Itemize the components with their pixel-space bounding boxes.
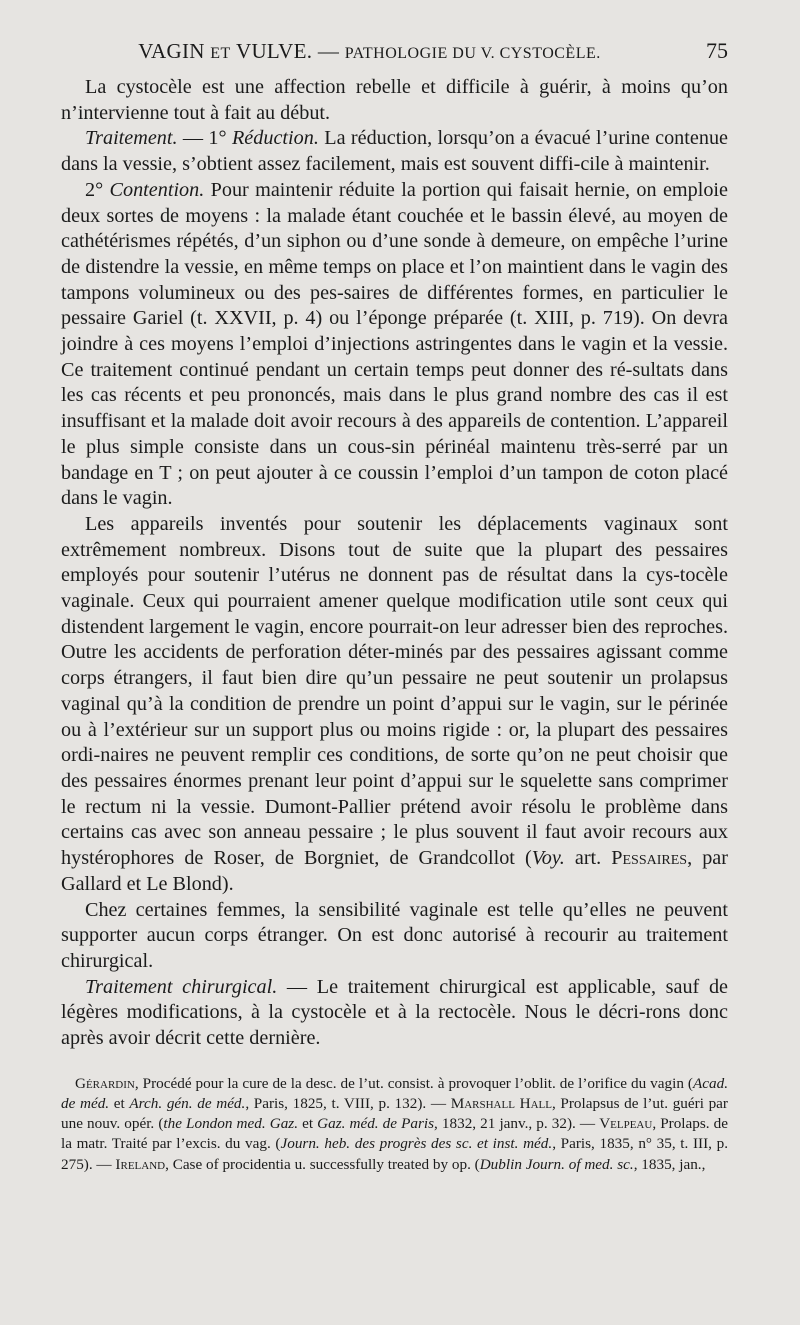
note-text-8: , Paris, 1835, n° 35, t. III, p. 275). — bbox=[61, 1135, 728, 1173]
heading-traitement: Traitement. bbox=[85, 127, 178, 150]
main-text bbox=[61, 75, 728, 1052]
bibliography-paragraph bbox=[61, 1074, 728, 1175]
paragraph-traitement-chirurgical-text: — Le traitement chirurgical est applicable, sauf de légères modifications, à la cystocèle et à la rectocèle. Nous le décri-rons donc après avoir décrit cette dernière. bbox=[61, 975, 728, 1050]
paragraph-traitement-sep: — 1° bbox=[177, 127, 227, 150]
header-title-main: VAGIN bbox=[138, 39, 205, 63]
paragraph-appareils-end: , par Gallard et Le Blond). bbox=[61, 847, 728, 895]
header-title-et: ET bbox=[210, 45, 231, 62]
heading-reduction: Réduction. bbox=[231, 127, 319, 150]
heading-contention: Contention. bbox=[109, 178, 205, 201]
note-text-10: , 1835, jan., bbox=[633, 1155, 706, 1173]
paragraph-intro: La cystocèle est une affection rebelle et difficile à guérir, à moins qu’on n’intervienne tout à fait au début. bbox=[61, 76, 728, 124]
author-marshall-hall: Marshall Hall bbox=[450, 1094, 552, 1112]
journal-journ-heb: Journ. heb. des progrès des sc. et inst. méd. bbox=[280, 1135, 553, 1153]
note-text-1: , Procédé pour la cure de la desc. de l’ut. consist. à provoquer l’oblit. de l’orifice du vagin ( bbox=[134, 1074, 693, 1092]
journal-acad-med: Acad. de méd. bbox=[61, 1074, 728, 1112]
journal-london-med-gaz: the London med. Gaz. bbox=[163, 1115, 298, 1133]
paragraph-sensibilite: Chez certaines femmes, la sensibilité vaginale est telle qu’elles ne peuvent supporter aucun corps étranger. On est donc autorisé à recourir au traitement chirurgical. bbox=[61, 898, 728, 972]
author-ireland: Ireland bbox=[115, 1155, 166, 1173]
paragraph-contention bbox=[61, 178, 728, 512]
paragraph-appareils bbox=[61, 512, 728, 898]
author-gerardin: Gérardin bbox=[75, 1074, 135, 1092]
art-ref: art. bbox=[564, 847, 612, 870]
contention-number: 2° bbox=[85, 178, 104, 201]
paragraph-traitement bbox=[61, 126, 728, 177]
page-number: 75 bbox=[706, 38, 728, 63]
note-text-9: , Case of procidentia u. successfully treated by op. ( bbox=[165, 1155, 480, 1173]
header-title-vulve: VULVE. — bbox=[236, 39, 340, 63]
note-text-3: , Paris, 1825, t. VIII, p. 132). — bbox=[245, 1094, 451, 1112]
heading-traitement-chirurgical: Traitement chirurgical. bbox=[85, 975, 278, 998]
author-velpeau: Velpeau bbox=[599, 1115, 653, 1133]
note-text-4: , Prolapsus de l’ut. guéri par une nouv. opér. ( bbox=[61, 1094, 728, 1133]
header-title bbox=[61, 38, 678, 67]
journal-dublin-journ: Dublin Journ. of med. sc. bbox=[479, 1155, 634, 1173]
note-text-6: , 1832, 21 janv., p. 32). — bbox=[434, 1115, 600, 1133]
pessaires-ref: Pessaires bbox=[611, 847, 688, 870]
paragraph-traitement-text: La réduction, lorsqu’on a évacué l’urine contenue dans la vessie, s’obtient assez facilement, mais est souvent diffi-cile à maintenir. bbox=[61, 127, 728, 176]
note-text-7: , Prolaps. de la matr. Traité par l’excis. du vag. ( bbox=[61, 1115, 728, 1153]
header-title-section: PATHOLOGIE DU V. CYSTOCÈLE. bbox=[344, 45, 601, 62]
running-header bbox=[61, 38, 728, 67]
journal-gaz-med-paris: Gaz. méd. de Paris bbox=[317, 1115, 435, 1133]
note-text-2: et bbox=[109, 1094, 130, 1112]
journal-arch-gen-med: Arch. gén. de méd. bbox=[129, 1094, 246, 1112]
note-text-5: et bbox=[298, 1115, 318, 1133]
paragraph-traitement-chirurgical bbox=[61, 975, 728, 1052]
voy-ref: Voy. bbox=[531, 847, 565, 870]
bibliography-notes bbox=[61, 1074, 728, 1175]
paragraph-contention-text: Pour maintenir réduite la portion qui faisait hernie, on emploie deux sortes de moyens : la malade étant couchée et le bassin élevé, au moyen de cathétérismes répétés, d’un siphon ou d’une sonde à demeure, on empêche l’urine de distendre la vessie, en même temps on place et l’on maintient dans le vagin des tampons volumineux ou des pes-saires de différentes formes, en particulier le pessaire Gariel (t. XXVII, p. 4) ou l’éponge préparée (t. XIII, p. 719). On devra joindre à ces moyens l’emploi d’injections astringentes dans le vagin et la vessie. Ce traitement continué pendant un certain temps peut donner des ré-sultats dans les cas récents et peu prononcés, mais dans le plus grand nombre des cas il est insuffisant et la malade doit avoir recours à des appareils de contention. L’appareil le plus simple consiste dans un cous-sin périnéal maintenu très-serré par un bandage en T ; on peut ajouter à ce coussin l’emploi d’un tampon de coton placé dans le vagin. bbox=[61, 178, 728, 510]
paragraph-appareils-text: Les appareils inventés pour soutenir les déplacements vaginaux sont extrêmement nombreux. Disons tout de suite que la plupart des pessaires employés pour soutenir l’utérus ne donnent pas de résultat dans la cys-tocèle vaginale. Ceux qui pourraient amener quelque modification utile sont ceux qui distendent largement le vagin, encore pourrait-on leur adresser bien des reproches. Outre les accidents de perforation déter-minés par des pessaires agissant comme corps étrangers, il faut bien dire qu’un pessaire ne peut soutenir un prolapsus vaginal qu’à la condition de prendre un point d’appui sur le vagin, sur le périnée ou à l’extérieur sur un support plus ou moins rigide : or, la plupart des pessaires ordi-naires ne peuvent remplir ces conditions, de sorte qu’on ne peut choisir que des pessaires énormes prenant leur point d’appui sur le squelette sans comprimer le rectum ni la vessie. Dumont-Pallier prétend avoir résolu le problème dans certains cas avec son anneau pessaire ; le plus souvent il faut avoir recours aux hystérophores de Roser, de Borgniet, de Grandcollot ( bbox=[61, 512, 728, 870]
